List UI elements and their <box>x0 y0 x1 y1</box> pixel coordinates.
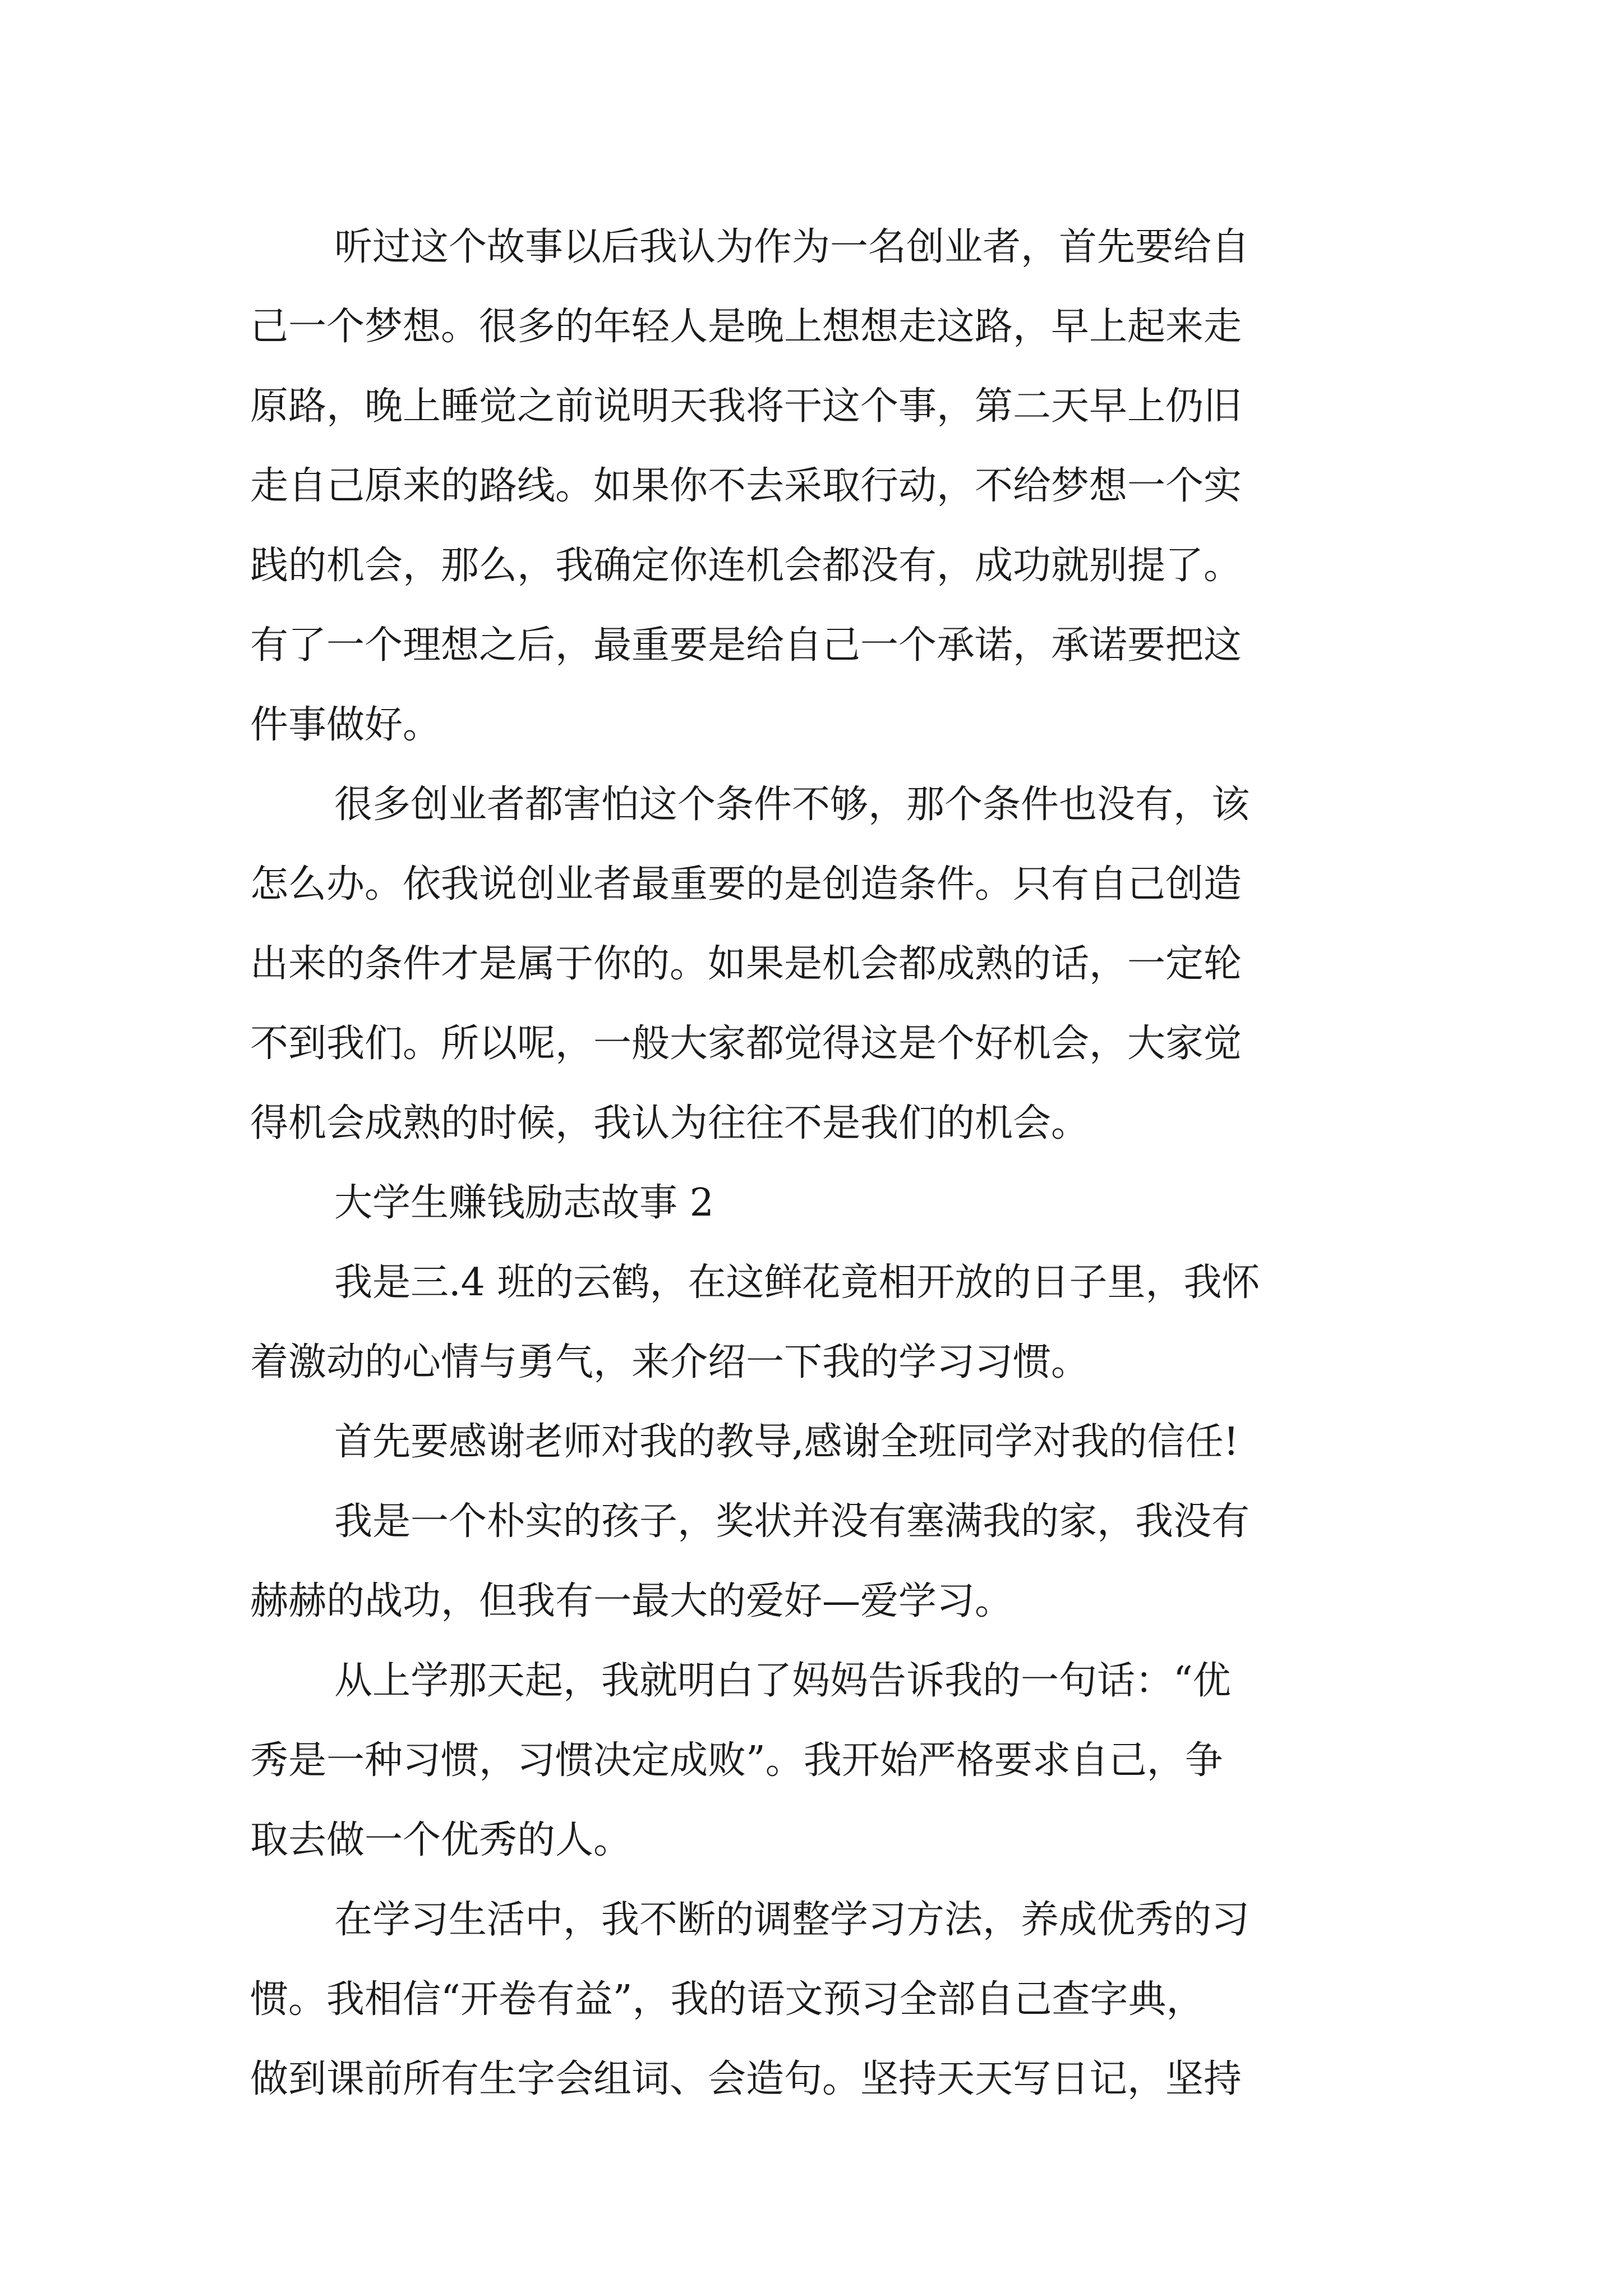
text-line: 不到我们。所以呢，一般大家都觉得这是个好机会，大家觉 <box>250 1022 1242 1066</box>
text-line: 走自己原来的路线。如果你不去采取行动，不给梦想一个实 <box>250 464 1242 508</box>
text-line: 件事做好。 <box>250 703 441 747</box>
text-line: 赫赫的战功，但我有一最大的爱好—爱学习。 <box>250 1579 1013 1623</box>
text-line: 怎么办。依我说创业者最重要的是创造条件。只有自己创造 <box>250 862 1242 907</box>
text-line: 做到课前所有生字会组词、会造句。坚持天天写日记，坚持 <box>250 2057 1242 2101</box>
text-line: 从上学那天起，我就明白了妈妈告诉我的一句话：“优 <box>334 1659 1231 1703</box>
text-line: 秀是一种习惯，习惯决定成败”。我开始严格要求自己，争 <box>250 1738 1223 1783</box>
text-line: 得机会成熟的时候，我认为往往不是我们的机会。 <box>250 1101 1090 1145</box>
text-line: 在学习生活中，我不断的调整学习方法，养成优秀的习 <box>334 1898 1250 1942</box>
text-line: 原路，晚上睡觉之前说明天我将干这个事，第二天早上仍旧 <box>250 384 1242 429</box>
text-line: 我是三.4 班的云鹤，在这鲜花竟相开放的日子里，我怀 <box>334 1260 1260 1305</box>
text-line: 首先要感谢老师对我的教导,感谢全班同学对我的信任! <box>334 1420 1239 1464</box>
text-line: 践的机会，那么，我确定你连机会都没有，成功就别提了。 <box>250 544 1242 588</box>
text-line: 很多创业者都害怕这个条件不够，那个条件也没有，该 <box>334 783 1250 827</box>
document-body <box>250 208 1405 2119</box>
text-line: 出来的条件才是属于你的。如果是机会都成熟的话，一定轮 <box>250 942 1242 986</box>
text-line: 听过这个故事以后我认为作为一名创业者，首先要给自 <box>334 225 1250 269</box>
text-line: 己一个梦想。很多的年轻人是晚上想想走这路，早上起来走 <box>250 305 1242 349</box>
text-line: 取去做一个优秀的人。 <box>250 1818 632 1862</box>
text-line: 惯。我相信“开卷有益”，我的语文预习全部自己查字典， <box>250 1977 1205 2022</box>
text-line: 大学生赚钱励志故事 2 <box>334 1181 714 1225</box>
text-line: 有了一个理想之后，最重要是给自己一个承诺，承诺要把这 <box>250 623 1242 668</box>
text-line: 着激动的心情与勇气，来介绍一下我的学习习惯。 <box>250 1340 1090 1384</box>
text-line: 我是一个朴实的孩子，奖状并没有塞满我的家，我没有 <box>334 1499 1250 1544</box>
